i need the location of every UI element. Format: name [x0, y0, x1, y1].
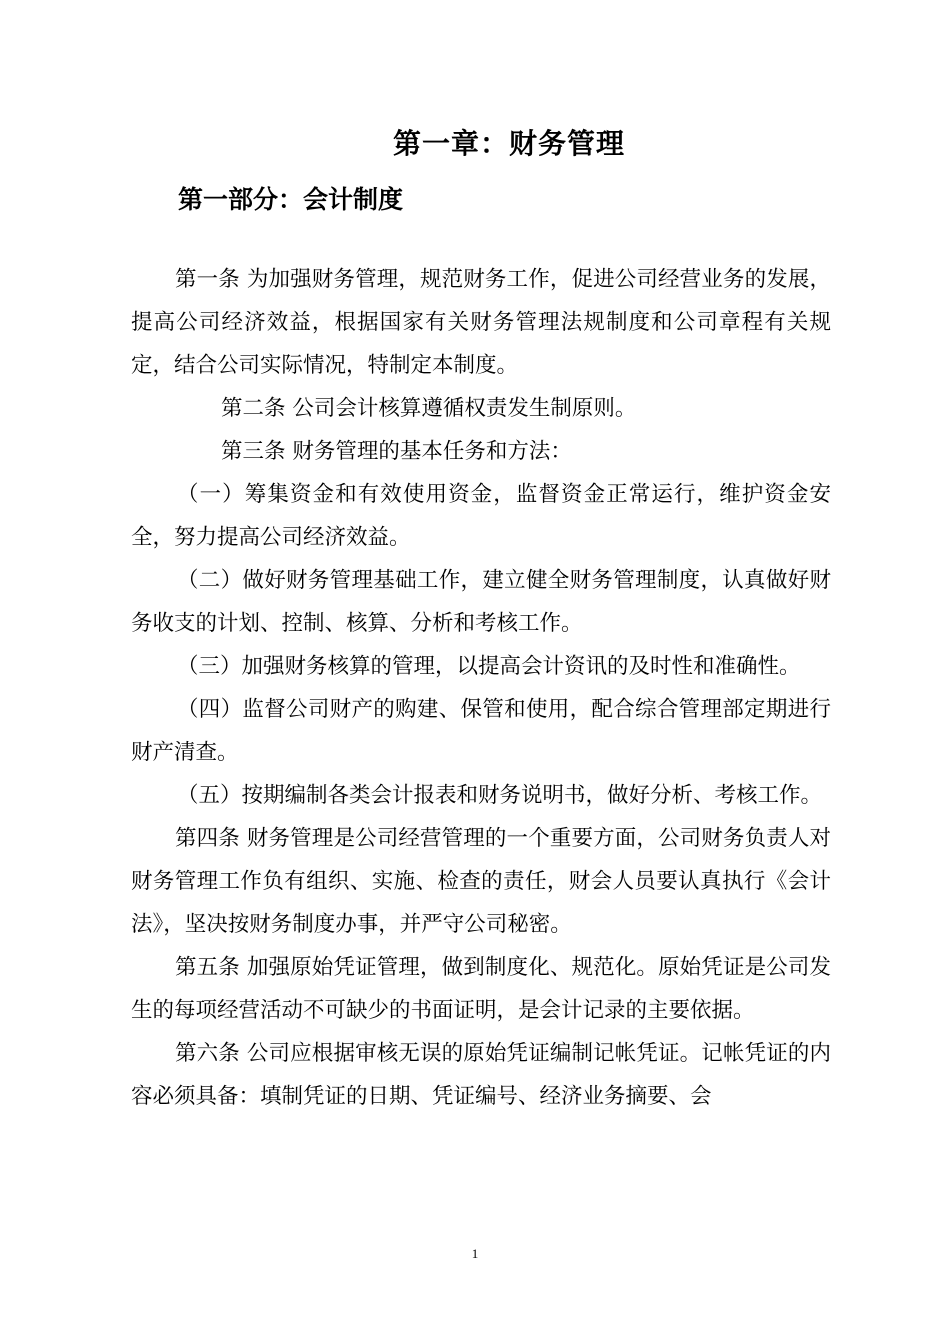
article-3-item-4: （四）监督公司财产的购建、保管和使用，配合综合管理部定期进行财产清查。	[131, 697, 831, 765]
article-1: 第一条 为加强财务管理，规范财务工作，促进公司经营业务的发展，提高公司经济效益，根据国家有关财务管理法规制度和公司章程有关规定，结合公司实际情况，特制定本制度。	[131, 267, 831, 378]
chapter-title: 第一章：财务管理	[392, 127, 625, 160]
article-2: 第二条 公司会计核算遵循权责发生制原则。	[221, 396, 637, 421]
article-6: 第六条 公司应根据审核无误的原始凭证编制记帐凭证。记帐凭证的内容必须具备：填制凭证的日期、凭证编号、经济业务摘要、会	[131, 1041, 831, 1109]
page-number: 1	[471, 1246, 479, 1261]
document-body	[131, 258, 831, 1118]
article-3-item-2: （二）做好财务管理基础工作，建立健全财务管理制度，认真做好财务收支的计划、控制、核算、分析和考核工作。	[131, 568, 831, 636]
article-3-item-5: （五）按期编制各类会计报表和财务说明书，做好分析、考核工作。	[177, 783, 823, 808]
article-5: 第五条 加强原始凭证管理，做到制度化、规范化。原始凭证是公司发生的每项经营活动不可缺少的书面证明，是会计记录的主要依据。	[131, 955, 831, 1023]
section-title: 第一部分：会计制度	[178, 185, 404, 214]
article-3: 第三条 财务管理的基本任务和方法：	[221, 439, 572, 464]
article-3-item-3: （三）加强财务核算的管理，以提高会计资讯的及时性和准确性。	[177, 654, 801, 679]
article-4: 第四条 财务管理是公司经营管理的一个重要方面，公司财务负责人对财务管理工作负有组织、实施、检查的责任，财会人员要认真执行《会计法》，坚决按财务制度办事，并严守公司秘密。	[131, 826, 831, 937]
article-3-item-1: （一）筹集资金和有效使用资金，监督资金正常运行，维护资金安全，努力提高公司经济效益。	[131, 482, 831, 550]
